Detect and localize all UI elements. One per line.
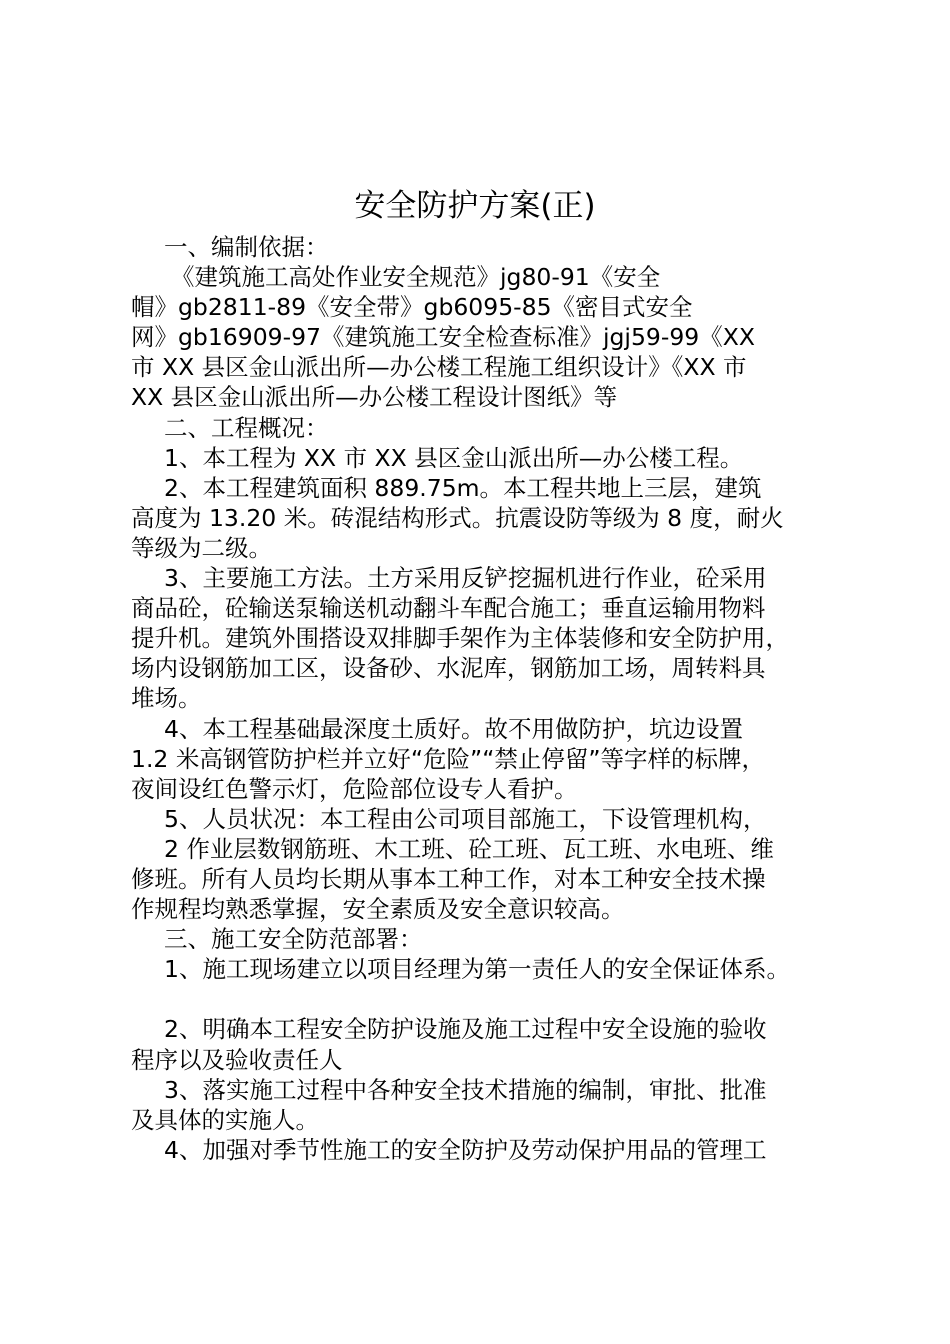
section-heading: 一、编制依据： (164, 233, 329, 261)
paragraph-line: 及具体的实施人。 (131, 1105, 319, 1134)
paragraph-line: 1、本工程为 XX 市 XX 县区金山派出所—办公楼工程。 (164, 443, 744, 472)
paragraph-line: 提升机。建筑外围搭设双排脚手架作为主体装修和安全防护用， (131, 624, 789, 653)
paragraph-line: 2 作业层数钢筋班、木工班、砼工班、瓦工班、水电班、维 (164, 834, 774, 863)
paragraph-line: 高度为 13.20 米。砖混结构形式。抗震设防等级为 8 度，耐火 (131, 503, 784, 532)
paragraph-line: 3、主要施工方法。土方采用反铲挖掘机进行作业，砼采用 (164, 564, 767, 593)
paragraph-line: 4、加强对季节性施工的安全防护及劳动保护用品的管理工 (164, 1135, 767, 1164)
page-title: 安全防护方案(正) (354, 188, 596, 224)
section-heading: 三、施工安全防范部署： (164, 925, 423, 954)
document-body (131, 232, 843, 1165)
section-heading: 二、工程概况： (164, 413, 329, 442)
paragraph-line: 3、落实施工过程中各种安全技术措施的编制，审批、批准 (164, 1075, 767, 1104)
paragraph-line: 市 XX 县区金山派出所—办公楼工程施工组织设计》《XX 市 (131, 353, 747, 382)
paragraph-line: 商品砼，砼输送泵输送机动翻斗车配合施工；垂直运输用物料 (131, 594, 766, 623)
paragraph-line: 程序以及验收责任人 (131, 1045, 343, 1074)
paragraph-line: 1.2 米高钢管防护栏并立好“危险”“禁止停留”等字样的标牌， (131, 744, 766, 773)
paragraph-line: XX 县区金山派出所—办公楼工程设计图纸》等 (131, 383, 618, 412)
paragraph-line: 1、施工现场建立以项目经理为第一责任人的安全保证体系。 (164, 955, 790, 984)
blank-line (131, 984, 843, 1014)
paragraph-line: 夜间设红色警示灯，危险部位设专人看护。 (131, 774, 578, 803)
paragraph-line: 场内设钢筋加工区，设备砂、水泥库，钢筋加工场，周转料具 (131, 654, 766, 683)
paragraph-line: 2、明确本工程安全防护设施及施工过程中安全设施的验收 (164, 1015, 767, 1044)
paragraph-line: 《建筑施工高处作业安全规范》jg80-91《安全 (171, 263, 661, 292)
paragraph-line: 堆场。 (131, 684, 202, 713)
paragraph-line: 2、本工程建筑面积 889.75m。本工程共地上三层，建筑 (164, 473, 762, 502)
paragraph-line: 修班。所有人员均长期从事本工种工作，对本工种安全技术操 (131, 864, 766, 893)
paragraph-line: 5、人员状况：本工程由公司项目部施工，下设管理机构， (164, 804, 767, 833)
paragraph-line: 等级为二级。 (131, 533, 272, 562)
paragraph-line: 网》gb16909-97《建筑施工安全检查标准》jgj59-99《XX (131, 323, 755, 352)
paragraph-line: 作规程均熟悉掌握，安全素质及安全意识较高。 (131, 895, 625, 924)
paragraph-line: 4、本工程基础最深度土质好。故不用做防护，坑边设置 (164, 714, 743, 743)
paragraph-line: 帽》gb2811-89《安全带》gb6095-85《密目式安全 (131, 293, 693, 322)
